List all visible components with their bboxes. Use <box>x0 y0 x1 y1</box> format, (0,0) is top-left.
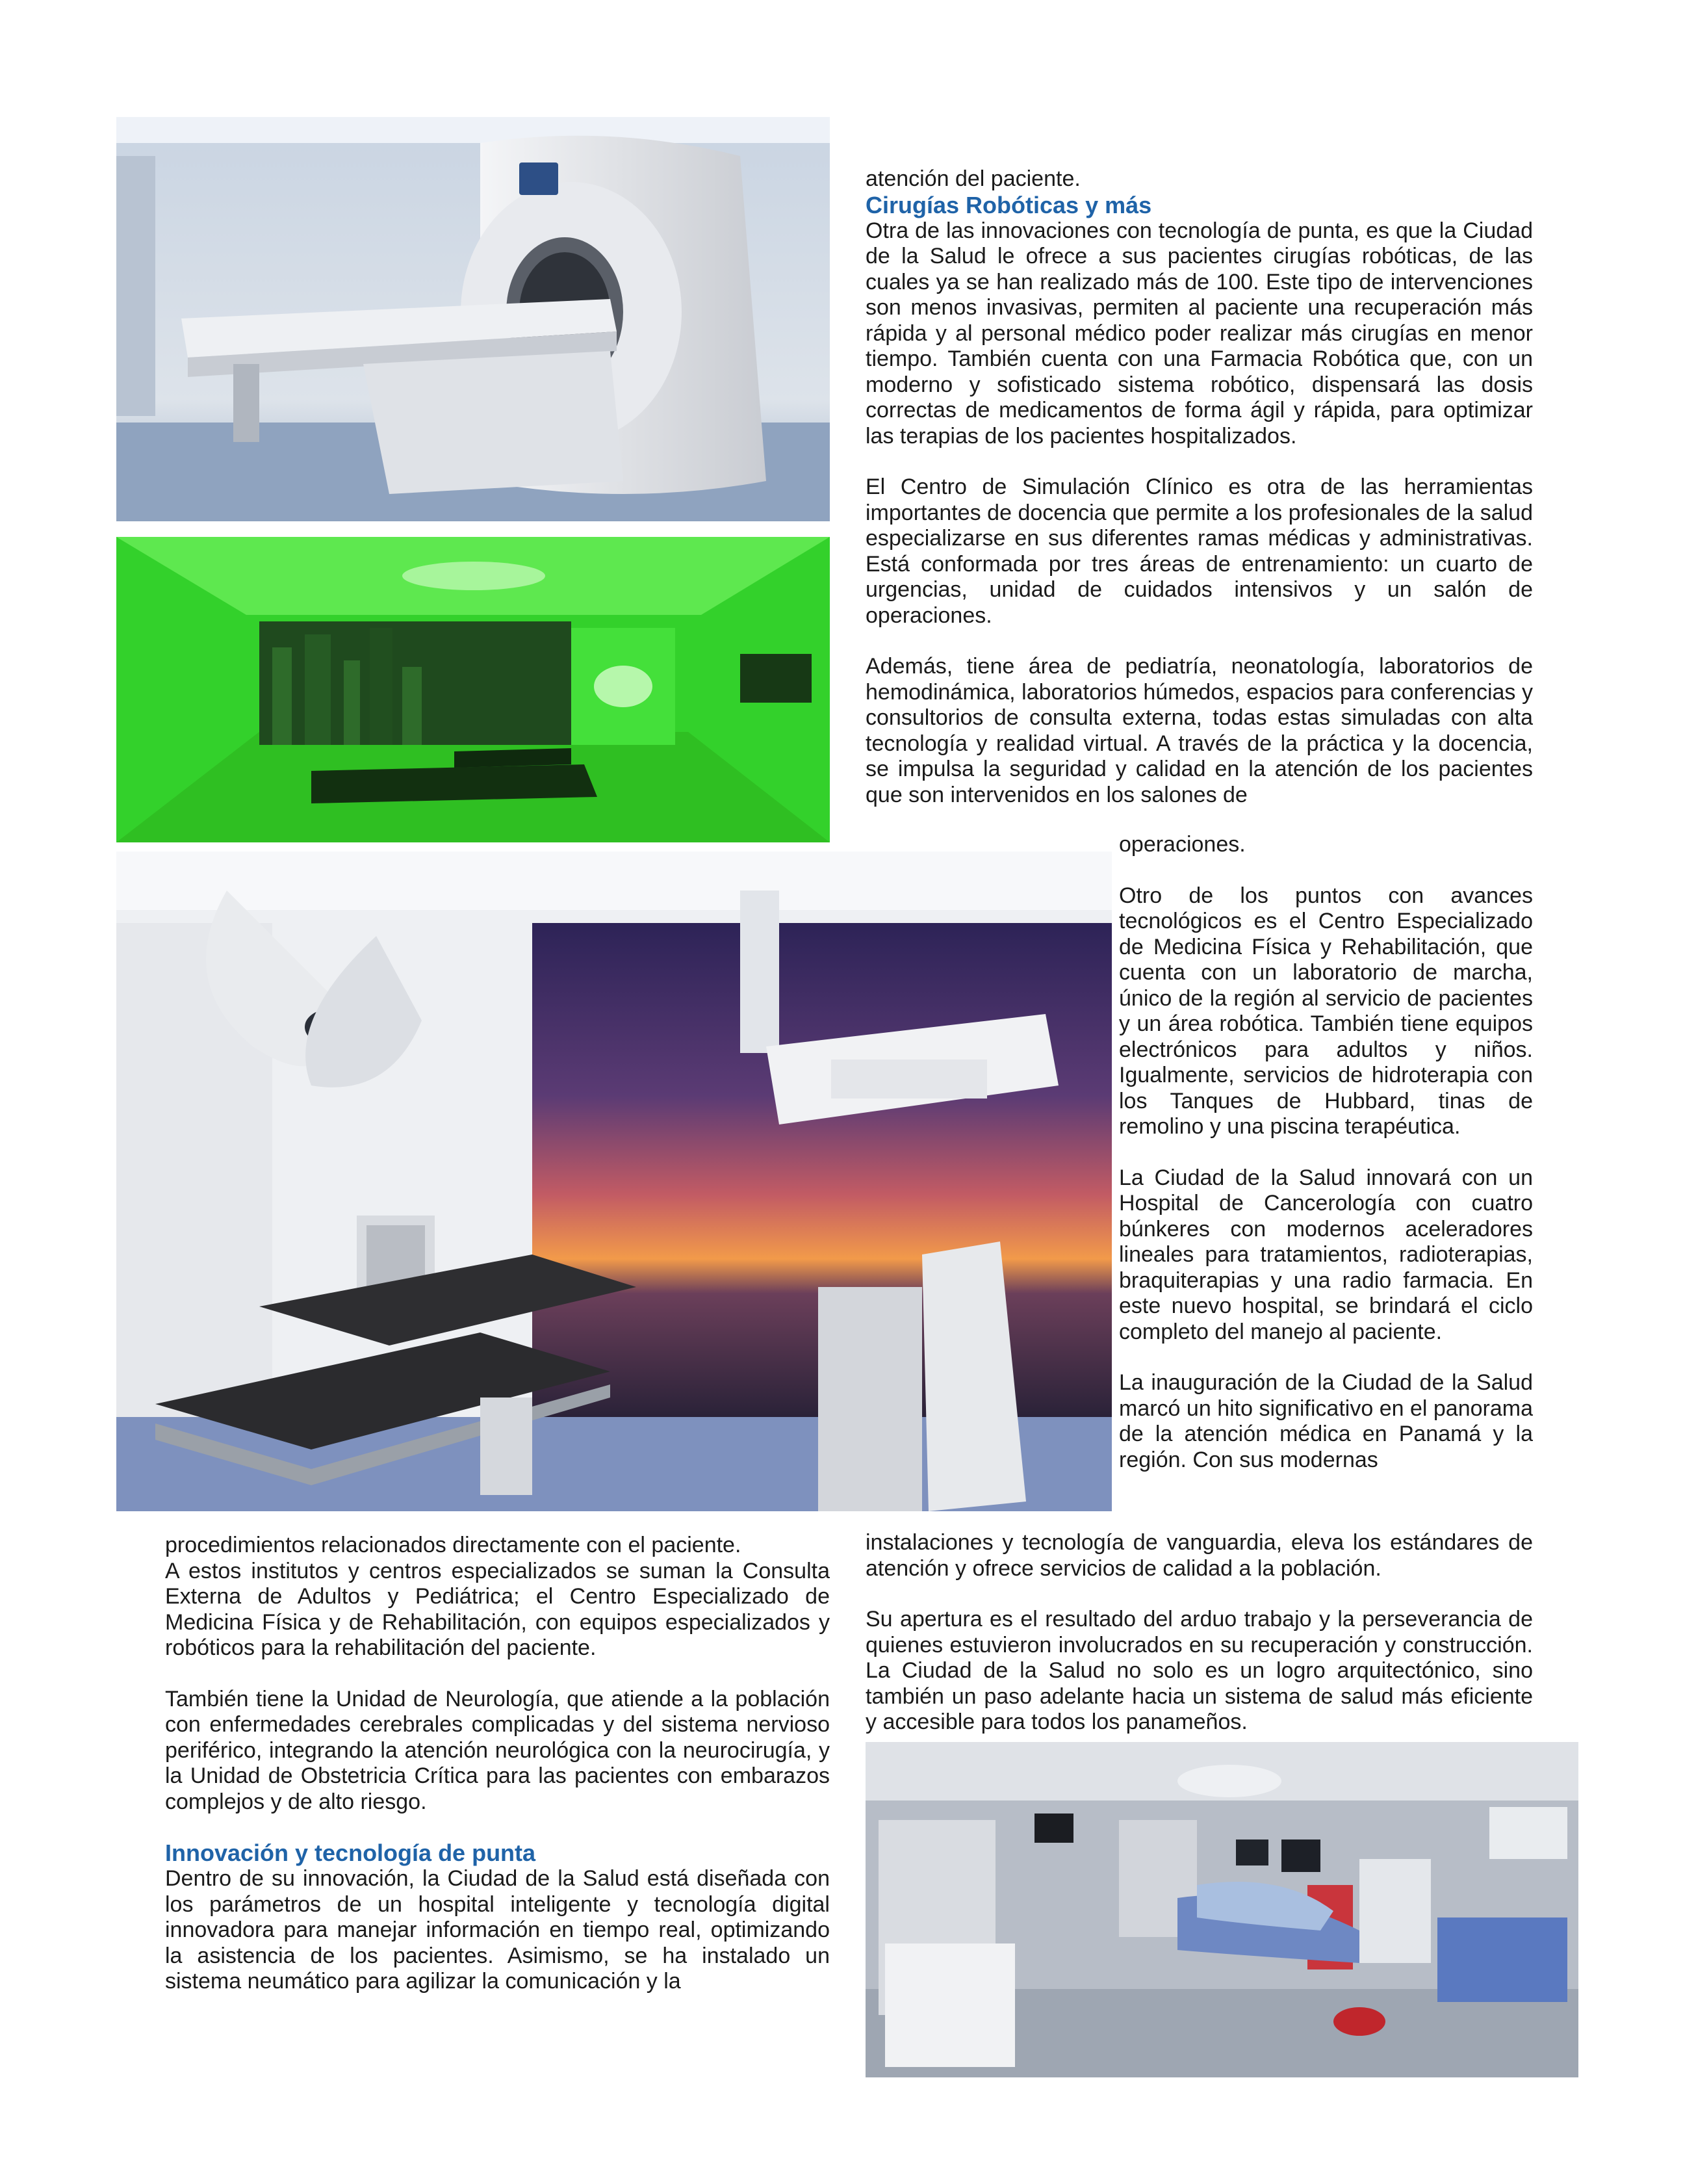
paragraph: La Ciudad de la Salud innovará con un Hospital de Cancerología con cuatro búnkeres con modernos aceleradores lineales para tratamientos, radioterapias, braquiterapias y una radio farmacia. En este nuevo hospital, se brindará el ciclo completo del manejo al paciente. <box>1119 1165 1533 1344</box>
surgery-photo <box>866 1742 1578 2077</box>
paragraph: A estos institutos y centros especializados se suman la Consulta Externa de Adultos y Pediátrica; el Centro Especializado de Medicina Física y de Rehabilitación, con equipos especializados y robóticos para la rehabilitación del paciente. <box>165 1558 830 1660</box>
right-column-bottom <box>866 1530 1533 1736</box>
paragraph: También tiene la Unidad de Neurología, que atiende a la población con enfermedades cerebrales complicadas y del sistema nervioso periférico, integrando la atención neurológica con la neurocirugía, y la Unidad de Obstetricia Crítica para las pacientes con embarazos complejos y de alto riesgo. <box>165 1686 830 1814</box>
paragraph: El Centro de Simulación Clínico es otra de las herramientas importantes de docencia que permite a los profesionales de la salud especializarse en sus diferentes ramas médicas y administrativas. Está conformada por tres áreas de entrenamiento: un cuarto de urgencias, unidad de cuidados intensivos y un salón de operaciones. <box>866 474 1533 628</box>
mri-scanner-photo <box>116 117 830 521</box>
paragraph: Además, tiene área de pediatría, neonatología, laboratorios de hemodinámica, laboratorios húmedos, espacios para conferencias y consultorios de consulta externa, todas estas simuladas con alta tecnología y realidad virtual. A través de la práctica y la docencia, se impulsa la seguridad y calidad en la atención de los pacientes que son intervenidos en los salones de <box>866 654 1533 807</box>
paragraph: La inauguración de la Ciudad de la Salud marcó un hito significativo en el panorama de la atención médica en Panamá y la región. Con sus modernas <box>1119 1370 1533 1472</box>
section-heading: Cirugías Robóticas y más <box>866 191 1152 218</box>
paragraph: operaciones. <box>1119 832 1246 857</box>
operating-room-photo <box>116 852 1112 1511</box>
paragraph: Otro de los puntos con avances tecnológicos es el Centro Especializado de Medicina Física y Rehabilitación, que cuenta con un laboratorio de marcha, único de la región al servicio de pacientes y un área robótica. También tiene equipos electrónicos para adultos y niños. Igualmente, servicios de hidroterapia con los Tanques de Hubbard, tinas de remolino y una piscina terapéutica. <box>1119 883 1533 1139</box>
paragraph: Dentro de su innovación, la Ciudad de la Salud está diseñada con los parámetros de un hospital inteligente y tecnología digital innovadora para manejar información en tiempo real, optimizando la asistencia de los pacientes. Asimismo, se ha instalado un sistema neumático para agilizar la comunicación y la <box>165 1866 830 1994</box>
paragraph: instalaciones y tecnología de vanguardia, eleva los estándares de atención y ofrece servicios de calidad a la población. <box>866 1530 1533 1581</box>
left-column-bottom <box>165 1533 830 1995</box>
section-heading: Innovación y tecnología de punta <box>165 1840 536 1866</box>
paragraph: Su apertura es el resultado del arduo trabajo y la perseverancia de quienes estuvieron involucrados en su recuperación y construcción. La Ciudad de la Salud no solo es un logro arquitectónico, sino también un paso adelante hacia un sistema de salud más eficiente y accesible para todos los panameños. <box>866 1607 1533 1734</box>
right-column-middle <box>1119 832 1533 1473</box>
paragraph: atención del paciente. <box>866 166 1081 191</box>
paragraph: Otra de las innovaciones con tecnología de punta, es que la Ciudad de la Salud le ofrece a sus pacientes cirugías robóticas, de las cuales ya se han realizado más de 100. Este tipo de intervenciones son menos invasivas, permiten al paciente una recuperación más rápida y al personal médico poder realizar más cirugías en menor tiempo. También cuenta con una Farmacia Robótica que, con un moderno y sofisticado sistema robótico, dispensará las dosis correctas de medicamentos de forma ágil y rápida, para optimizar las terapias de los pacientes hospitalizados. <box>866 218 1533 448</box>
right-column-top <box>866 166 1533 808</box>
paragraph: procedimientos relacionados directamente con el paciente. <box>165 1533 741 1557</box>
simulation-room-photo <box>116 537 830 842</box>
